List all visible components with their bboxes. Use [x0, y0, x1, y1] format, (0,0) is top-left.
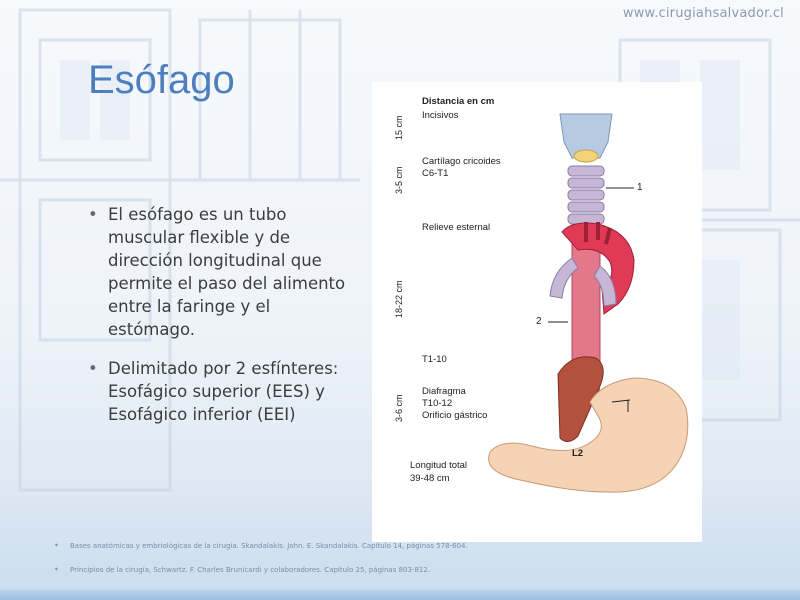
bullet-text: Delimitado por 2 esfínteres: Esofágico superior (EES) y Esofágico inferior (EEI)	[108, 359, 339, 424]
bullet-text: El esófago es un tubo muscular flexible y de dirección longitudinal que permite el paso del alimento entre la faringe y el estómago.	[108, 205, 346, 339]
reference-text: Bases anatómicas y embriológicas de la cirugía. Skandalakis. John. E. Skandalakis. Capítulo 14, páginas 578-604.	[70, 542, 468, 550]
references	[40, 542, 760, 590]
distance-18-22cm: 18-22 cm	[394, 280, 404, 318]
label-cartilago: Cartílago cricoides	[422, 156, 501, 167]
esophagus-figure	[372, 82, 702, 542]
label-t110: T1-10	[422, 354, 447, 365]
bullet-item	[88, 203, 348, 341]
distance-3-6cm: 3-6 cm	[394, 394, 404, 422]
marker-1: 1	[637, 182, 643, 193]
label-diafragma: Diafragma	[422, 386, 466, 397]
label-c6t1: C6-T1	[422, 168, 449, 179]
distance-3-5cm: 3-5 cm	[394, 166, 404, 194]
reference-item	[40, 542, 760, 550]
bullet-item	[88, 357, 348, 426]
label-t1012: T10-12	[422, 398, 453, 409]
reference-dot: •	[54, 565, 59, 574]
bullet-list	[88, 203, 348, 442]
site-url[interactable]: www.cirugiahsalvador.cl	[622, 6, 784, 21]
distance-15cm: 15 cm	[394, 115, 404, 140]
label-relieve: Relieve esternal	[422, 222, 491, 233]
bullet-dot: •	[88, 205, 98, 224]
label-orificio: Orificio gástrico	[422, 410, 488, 421]
figure-heading: Distancia en cm	[422, 96, 495, 107]
bullet-dot: •	[88, 359, 98, 378]
marker-2: 2	[536, 316, 542, 327]
reference-item	[40, 566, 760, 574]
reference-dot: •	[54, 541, 59, 550]
label-incisivos: Incisivos	[422, 110, 459, 121]
label-l2: L2	[572, 448, 584, 459]
label-longitud-valor: 39-48 cm	[410, 473, 450, 484]
reference-text: Principios de la cirugía, Schwartz. F. Charles Brunicardi y colaboradores. Capítulo 25, páginas 803-812.	[70, 566, 431, 574]
label-longitud: Longitud total	[410, 460, 468, 471]
bottom-band	[0, 590, 800, 600]
slide-title: Esófago	[88, 58, 235, 102]
